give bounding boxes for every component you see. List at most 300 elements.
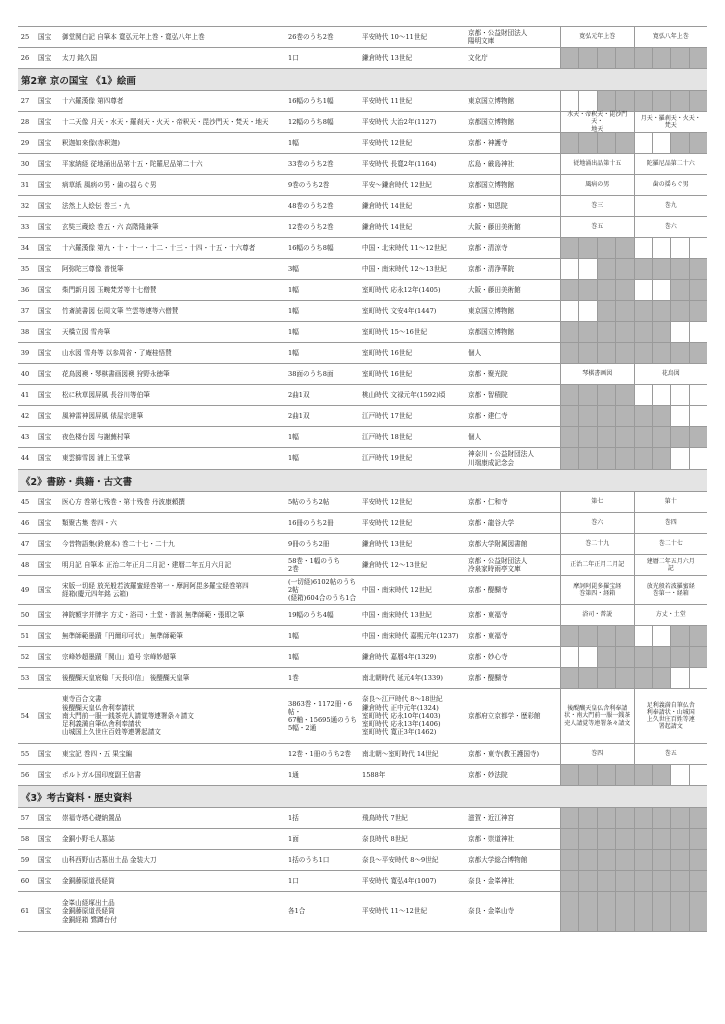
- title-cell: 東宝記 巻四・五 果宝編: [62, 749, 133, 758]
- schedule-cell-shaded: [578, 850, 596, 870]
- schedule-cell: [560, 91, 578, 111]
- title-cell: 十二天像 月天・水天・羅刹天・火天・帝釈天・毘沙門天・梵天・地天: [62, 117, 269, 126]
- schedule-note: 寛弘元年上巻: [560, 27, 634, 47]
- schedule-cell-shaded: [652, 259, 670, 279]
- designation-cell: 国宝: [38, 518, 52, 527]
- table-row: [18, 385, 707, 406]
- item-number: 46: [20, 518, 30, 527]
- display-schedule: [560, 668, 707, 688]
- owner-cell: 京都・東寺(教王護国寺): [468, 749, 540, 758]
- item-number: 36: [20, 285, 30, 294]
- display-schedule: [560, 133, 707, 153]
- display-schedule: [560, 829, 707, 849]
- schedule-cell-shaded: [615, 91, 633, 111]
- owner-cell: 京都大学総合博物館: [468, 855, 528, 864]
- title-cell: 崇福寺塔心礎納置品: [62, 813, 122, 822]
- quantity-cell: 1幅: [288, 454, 299, 463]
- table-row: [18, 829, 707, 850]
- schedule-cell-shaded: [560, 626, 578, 646]
- quantity-cell: 33巻のうち2巻: [288, 159, 334, 168]
- schedule-cell-shaded: [652, 808, 670, 828]
- schedule-cell-shaded: [670, 427, 688, 447]
- designation-cell: 国宝: [38, 96, 52, 105]
- title-cell: 金銅藤原道長経筒: [62, 876, 115, 885]
- schedule-cell-shaded: [615, 48, 633, 68]
- schedule-cell-shaded: [634, 871, 652, 891]
- item-number: 33: [20, 222, 30, 231]
- schedule-cell-shaded: [634, 892, 652, 931]
- schedule-cell-shaded: [689, 871, 707, 891]
- owner-cell: 個人: [468, 348, 482, 357]
- schedule-note: 巻三: [560, 196, 634, 216]
- display-schedule: [560, 91, 707, 111]
- table-row: [18, 892, 707, 932]
- designation-cell: 国宝: [38, 243, 52, 252]
- schedule-note: 巻二十七: [634, 534, 708, 554]
- period-cell: 奈良～江戸時代 8～18世紀 鎌倉時代 正中元年(1324) 室町時代 応永10年(1403) 室町時代 応永13年(1406) 室町時代 寛正3年(1462): [362, 695, 443, 737]
- item-number: 32: [20, 201, 30, 210]
- title-cell: 神院額字并牌字 方丈・浴司・土堂・普説 無準師範・張即之筆: [62, 610, 245, 619]
- schedule-note: 放光般若波羅蜜経 巻第一・経箱: [634, 576, 708, 604]
- period-cell: 鎌倉時代 13世紀: [362, 539, 413, 548]
- title-cell: 夜色楼台図 与謝蕪村筆: [62, 432, 131, 441]
- schedule-cell-shaded: [689, 301, 707, 321]
- table-row: [18, 492, 707, 513]
- table-row: [18, 808, 707, 829]
- table-row: [18, 259, 707, 280]
- schedule-cell-shaded: [578, 765, 596, 785]
- quantity-cell: 12幅のうち8幅: [288, 117, 334, 126]
- schedule-cell-shaded: [560, 829, 578, 849]
- schedule-cell-shaded: [689, 427, 707, 447]
- period-cell: 1588年: [362, 770, 386, 779]
- schedule-cell-shaded: [578, 385, 596, 405]
- designation-cell: 国宝: [38, 117, 52, 126]
- period-cell: 中国・南宋時代 12～13世紀: [362, 264, 447, 273]
- designation-cell: 国宝: [38, 138, 52, 147]
- period-cell: 飛鳥時代 7世紀: [362, 813, 408, 822]
- schedule-cell-shaded: [578, 133, 596, 153]
- schedule-cell-shaded: [597, 808, 615, 828]
- owner-cell: 大阪・藤田美術館: [468, 285, 521, 294]
- schedule-note: 水天・帝釈天・毘沙門天・ 地天: [560, 112, 634, 132]
- display-schedule: [560, 871, 707, 891]
- owner-cell: 京都・龍谷大学: [468, 518, 515, 527]
- table-row: [18, 280, 707, 301]
- display-schedule: [560, 385, 707, 405]
- schedule-cell-shaded: [670, 850, 688, 870]
- period-cell: 奈良～平安時代 8～9世紀: [362, 855, 439, 864]
- schedule-cell-shaded: [670, 647, 688, 667]
- table-row: [18, 689, 707, 744]
- schedule-cell-shaded: [689, 343, 707, 363]
- schedule-note: 巻六: [634, 217, 708, 237]
- schedule-note: 正治二年正月二月記: [560, 555, 634, 575]
- owner-cell: 文化庁: [468, 53, 488, 62]
- schedule-cell-shaded: [560, 765, 578, 785]
- schedule-cell-shaded: [652, 91, 670, 111]
- schedule-cell-shaded: [689, 259, 707, 279]
- schedule-note: 巻六: [560, 513, 634, 533]
- period-cell: 江戸時代 18世紀: [362, 432, 413, 441]
- schedule-cell-shaded: [597, 668, 615, 688]
- schedule-cell: [578, 91, 596, 111]
- schedule-cell-shaded: [652, 850, 670, 870]
- owner-cell: 広島・厳島神社: [468, 159, 515, 168]
- schedule-cell: [670, 448, 688, 469]
- schedule-cell: [652, 280, 670, 300]
- item-number: 39: [20, 348, 30, 357]
- schedule-cell-shaded: [634, 322, 652, 342]
- display-schedule: [560, 689, 707, 743]
- schedule-note: 巻五: [634, 744, 708, 764]
- schedule-cell-shaded: [560, 808, 578, 828]
- quantity-cell: 1幅: [288, 631, 299, 640]
- schedule-cell-shaded: [615, 765, 633, 785]
- display-schedule: [560, 280, 707, 300]
- schedule-cell-shaded: [597, 829, 615, 849]
- title-cell: 風神雷神図屏風 俵屋宗達筆: [62, 411, 144, 420]
- owner-cell: 京都・妙法院: [468, 770, 508, 779]
- display-schedule: [560, 343, 707, 363]
- schedule-note: 浴司・普説: [560, 605, 634, 625]
- schedule-cell-shaded: [652, 829, 670, 849]
- title-cell: 玄奘三蔵絵 巻五・六 高階隆兼筆: [62, 222, 159, 231]
- table-row: [18, 301, 707, 322]
- quantity-cell: 48巻のうち2巻: [288, 201, 334, 210]
- quantity-cell: 16冊のうち2冊: [288, 518, 334, 527]
- schedule-cell-shaded: [634, 406, 652, 426]
- item-number: 31: [20, 180, 30, 189]
- designation-cell: 国宝: [38, 201, 52, 210]
- table-row: [18, 555, 707, 576]
- schedule-cell-shaded: [615, 259, 633, 279]
- schedule-cell-shaded: [615, 668, 633, 688]
- quantity-cell: 58巻・1幅のうち 2巻: [288, 556, 341, 573]
- table-row: [18, 448, 707, 470]
- designation-cell: 国宝: [38, 652, 52, 661]
- table-row: [18, 26, 707, 48]
- schedule-cell-shaded: [597, 427, 615, 447]
- display-schedule: [560, 555, 707, 575]
- schedule-cell-shaded: [670, 280, 688, 300]
- schedule-cell-shaded: [634, 91, 652, 111]
- owner-cell: 神奈川・公益財団法人 川端康成記念会: [468, 450, 534, 467]
- designation-cell: 国宝: [38, 306, 52, 315]
- schedule-cell-shaded: [560, 385, 578, 405]
- schedule-cell-shaded: [597, 626, 615, 646]
- schedule-note: 陀羅尼品第二十六: [634, 154, 708, 174]
- period-cell: 平安時代 11世紀: [362, 96, 413, 105]
- title-cell: 山水図 雪舟等 以参周省・了庵桂悟賛: [62, 348, 172, 357]
- title-cell: ポルトガル国印度副王信書: [62, 770, 141, 779]
- table-row: [18, 322, 707, 343]
- display-schedule: [560, 808, 707, 828]
- schedule-note: 月天・羅刹天・火天・ 梵天: [634, 112, 708, 132]
- schedule-cell: [689, 406, 707, 426]
- owner-cell: 東京国立博物館: [468, 306, 515, 315]
- schedule-cell-shaded: [597, 406, 615, 426]
- table-row: [18, 48, 707, 69]
- table-row: [18, 765, 707, 786]
- display-schedule: [560, 513, 707, 533]
- schedule-cell-shaded: [670, 343, 688, 363]
- title-cell: 竹斎読書図 伝周文筆 竺雲等連等六僧賛: [62, 306, 179, 315]
- schedule-cell-shaded: [597, 48, 615, 68]
- item-number: 35: [20, 264, 30, 273]
- item-number: 34: [20, 243, 30, 252]
- item-number: 38: [20, 327, 30, 336]
- title-cell: 明月記 自筆本 正治二年正月二月記・建暦二年五月六月記: [62, 560, 232, 569]
- schedule-cell: [578, 647, 596, 667]
- designation-cell: 国宝: [38, 585, 52, 594]
- schedule-cell: [634, 626, 652, 646]
- item-number: 28: [20, 117, 30, 126]
- title-cell: 阿弥陀三尊像 普悦筆: [62, 264, 124, 273]
- schedule-cell-shaded: [689, 647, 707, 667]
- item-number: 30: [20, 159, 30, 168]
- item-number: 25: [20, 32, 30, 41]
- schedule-cell-shaded: [560, 406, 578, 426]
- designation-cell: 国宝: [38, 264, 52, 273]
- display-schedule: [560, 364, 707, 384]
- title-cell: 宗峰妙超墨蹟「関山」道号 宗峰妙超筆: [62, 652, 177, 661]
- quantity-cell: 1幅: [288, 327, 299, 336]
- title-cell: 後醍醐天皇宸翰「天長印信」 後醍醐天皇筆: [62, 673, 190, 682]
- quantity-cell: 1幅: [288, 432, 299, 441]
- schedule-cell-shaded: [634, 765, 652, 785]
- quantity-cell: 3863巻・1172冊・6帖・ 67軸・15695通のうち 5幅・2通: [288, 699, 357, 733]
- quantity-cell: 19幅のうち4幅: [288, 610, 334, 619]
- schedule-cell-shaded: [634, 668, 652, 688]
- schedule-cell-shaded: [597, 238, 615, 258]
- item-number: 49: [20, 585, 30, 594]
- item-number: 53: [20, 673, 30, 682]
- schedule-note: 摩訶阿毘多羅宝経 巻第四・経箱: [560, 576, 634, 604]
- section-heading: 第2章 京の国宝 《1》絵画: [18, 69, 707, 91]
- schedule-cell: [652, 626, 670, 646]
- item-number: 29: [20, 138, 30, 147]
- schedule-cell-shaded: [652, 301, 670, 321]
- item-number: 50: [20, 610, 30, 619]
- schedule-cell-shaded: [689, 133, 707, 153]
- display-schedule: [560, 48, 707, 68]
- table-row: [18, 238, 707, 259]
- owner-cell: 京都国立博物館: [468, 180, 515, 189]
- schedule-cell-shaded: [670, 259, 688, 279]
- designation-cell: 国宝: [38, 369, 52, 378]
- schedule-cell-shaded: [615, 280, 633, 300]
- exhibit-list-table: [18, 26, 707, 932]
- schedule-cell: [652, 133, 670, 153]
- owner-cell: 大阪・藤田美術館: [468, 222, 521, 231]
- schedule-note: 建暦二年五月六月 記: [634, 555, 708, 575]
- schedule-note: 巻九: [634, 196, 708, 216]
- title-cell: 平家納経 従地涌出品第十五・陀羅尼品第二十六: [62, 159, 203, 168]
- schedule-cell-shaded: [689, 808, 707, 828]
- title-cell: 山科西野山古墓出土品 金装大刀: [62, 855, 157, 864]
- display-schedule: [560, 301, 707, 321]
- schedule-cell-shaded: [670, 133, 688, 153]
- owner-cell: 京都・公益財団法人 冷泉家時雨亭文庫: [468, 556, 528, 573]
- title-cell: 金銅小野毛人墓誌: [62, 834, 115, 843]
- period-cell: 中国・南宋時代 嘉熙元年(1237): [362, 631, 459, 640]
- quantity-cell: 1口: [288, 876, 299, 885]
- table-row: [18, 217, 707, 238]
- period-cell: 室町時代 16世紀: [362, 369, 413, 378]
- owner-cell: 奈良・金峯神社: [468, 876, 515, 885]
- schedule-cell-shaded: [615, 427, 633, 447]
- schedule-note: 巻二十九: [560, 534, 634, 554]
- item-number: 57: [20, 813, 30, 822]
- designation-cell: 国宝: [38, 711, 52, 720]
- schedule-note: 従地涌出品第十五: [560, 154, 634, 174]
- designation-cell: 国宝: [38, 813, 52, 822]
- quantity-cell: 1幅: [288, 348, 299, 357]
- schedule-note: 巻四: [634, 513, 708, 533]
- schedule-cell-shaded: [560, 322, 578, 342]
- schedule-cell: [560, 647, 578, 667]
- quantity-cell: 9冊のうち2冊: [288, 539, 330, 548]
- period-cell: 江戸時代 19世紀: [362, 454, 413, 463]
- title-cell: 今昔物語集(鈴鹿本) 巻二十七・二十九: [62, 539, 175, 548]
- table-row: [18, 133, 707, 154]
- schedule-cell-shaded: [615, 448, 633, 469]
- owner-cell: 京都・東福寺: [468, 631, 508, 640]
- schedule-cell: [634, 133, 652, 153]
- schedule-cell-shaded: [560, 668, 578, 688]
- owner-cell: 京都・知恩院: [468, 201, 508, 210]
- schedule-cell-shaded: [652, 668, 670, 688]
- period-cell: 中国・南宋時代 13世紀: [362, 610, 432, 619]
- title-cell: 天橋立図 雪舟筆: [62, 327, 111, 336]
- quantity-cell: 1面: [288, 834, 299, 843]
- schedule-cell-shaded: [597, 892, 615, 931]
- quantity-cell: (一切経)6102帖のうち 2帖 (経箱)604合のうち1合: [288, 577, 357, 603]
- schedule-cell: [689, 448, 707, 469]
- schedule-cell-shaded: [597, 280, 615, 300]
- schedule-note: 寛弘八年上巻: [634, 27, 708, 47]
- quantity-cell: 1巻: [288, 673, 299, 682]
- owner-cell: 東京国立博物館: [468, 96, 515, 105]
- period-cell: 室町時代 応永12年(1405): [362, 285, 441, 294]
- owner-cell: 京都・仁和寺: [468, 497, 508, 506]
- display-schedule: [560, 112, 707, 132]
- designation-cell: 国宝: [38, 159, 52, 168]
- schedule-cell-shaded: [597, 871, 615, 891]
- item-number: 56: [20, 770, 30, 779]
- period-cell: 室町時代 15～16世紀: [362, 327, 428, 336]
- table-row: [18, 626, 707, 647]
- display-schedule: [560, 626, 707, 646]
- schedule-cell-shaded: [689, 280, 707, 300]
- schedule-cell-shaded: [634, 259, 652, 279]
- designation-cell: 国宝: [38, 855, 52, 864]
- quantity-cell: 3幅: [288, 264, 299, 273]
- schedule-cell-shaded: [597, 259, 615, 279]
- period-cell: 江戸時代 17世紀: [362, 411, 413, 420]
- designation-cell: 国宝: [38, 876, 52, 885]
- schedule-cell-shaded: [615, 647, 633, 667]
- title-cell: 釈迦如来像(赤釈迦): [62, 138, 120, 147]
- schedule-cell-shaded: [615, 133, 633, 153]
- title-cell: 柴門新月図 玉畹梵芳等十七僧賛: [62, 285, 157, 294]
- designation-cell: 国宝: [38, 454, 52, 463]
- schedule-cell-shaded: [578, 626, 596, 646]
- table-row: [18, 112, 707, 133]
- display-schedule: [560, 196, 707, 216]
- item-number: 48: [20, 560, 30, 569]
- designation-cell: 国宝: [38, 834, 52, 843]
- schedule-cell-shaded: [597, 133, 615, 153]
- schedule-cell-shaded: [578, 427, 596, 447]
- schedule-cell-shaded: [578, 280, 596, 300]
- title-cell: 病草紙 風病の男・歯の揺らぐ男: [62, 180, 157, 189]
- schedule-cell-shaded: [578, 808, 596, 828]
- item-number: 43: [20, 432, 30, 441]
- table-row: [18, 744, 707, 765]
- schedule-cell-shaded: [689, 48, 707, 68]
- quantity-cell: 2曲1双: [288, 411, 310, 420]
- quantity-cell: 1括: [288, 813, 299, 822]
- period-cell: 鎌倉時代 嘉暦4年(1329): [362, 652, 437, 661]
- schedule-cell-shaded: [615, 301, 633, 321]
- schedule-cell-shaded: [560, 427, 578, 447]
- schedule-cell-shaded: [670, 48, 688, 68]
- designation-cell: 国宝: [38, 285, 52, 294]
- display-schedule: [560, 154, 707, 174]
- schedule-cell-shaded: [689, 892, 707, 931]
- table-row: [18, 647, 707, 668]
- table-row: [18, 605, 707, 626]
- schedule-cell-shaded: [615, 626, 633, 646]
- schedule-cell-shaded: [670, 91, 688, 111]
- schedule-cell-shaded: [652, 427, 670, 447]
- schedule-cell-shaded: [615, 829, 633, 849]
- table-row: [18, 91, 707, 112]
- schedule-cell-shaded: [634, 829, 652, 849]
- designation-cell: 国宝: [38, 539, 52, 548]
- schedule-cell-shaded: [689, 829, 707, 849]
- title-cell: 東雲篩雪図 浦上玉堂筆: [62, 454, 131, 463]
- quantity-cell: 12巻・1冊のうち2巻: [288, 749, 351, 758]
- table-row: [18, 513, 707, 534]
- display-schedule: [560, 744, 707, 764]
- display-schedule: [560, 765, 707, 785]
- designation-cell: 国宝: [38, 673, 52, 682]
- schedule-cell-shaded: [652, 406, 670, 426]
- schedule-cell-shaded: [560, 871, 578, 891]
- item-number: 47: [20, 539, 30, 548]
- display-schedule: [560, 406, 707, 426]
- schedule-cell-shaded: [652, 343, 670, 363]
- schedule-cell: [689, 668, 707, 688]
- title-cell: 金峯山経塚出土品 金銅藤原道長経筒 金銅経箱 鷺蹲台付: [62, 899, 117, 924]
- designation-cell: 国宝: [38, 497, 52, 506]
- schedule-cell-shaded: [597, 322, 615, 342]
- quantity-cell: 5帖のうち2帖: [288, 497, 330, 506]
- title-cell: 花鳥図襖・琴棋書画図襖 狩野永徳筆: [62, 369, 170, 378]
- schedule-cell-shaded: [634, 427, 652, 447]
- table-row: [18, 534, 707, 555]
- display-schedule: [560, 534, 707, 554]
- schedule-note: 琴棋書画図: [560, 364, 634, 384]
- schedule-cell-shaded: [615, 322, 633, 342]
- quantity-cell: 各1合: [288, 907, 306, 916]
- item-number: 42: [20, 411, 30, 420]
- schedule-cell-shaded: [615, 808, 633, 828]
- period-cell: 鎌倉時代 14世紀: [362, 201, 413, 210]
